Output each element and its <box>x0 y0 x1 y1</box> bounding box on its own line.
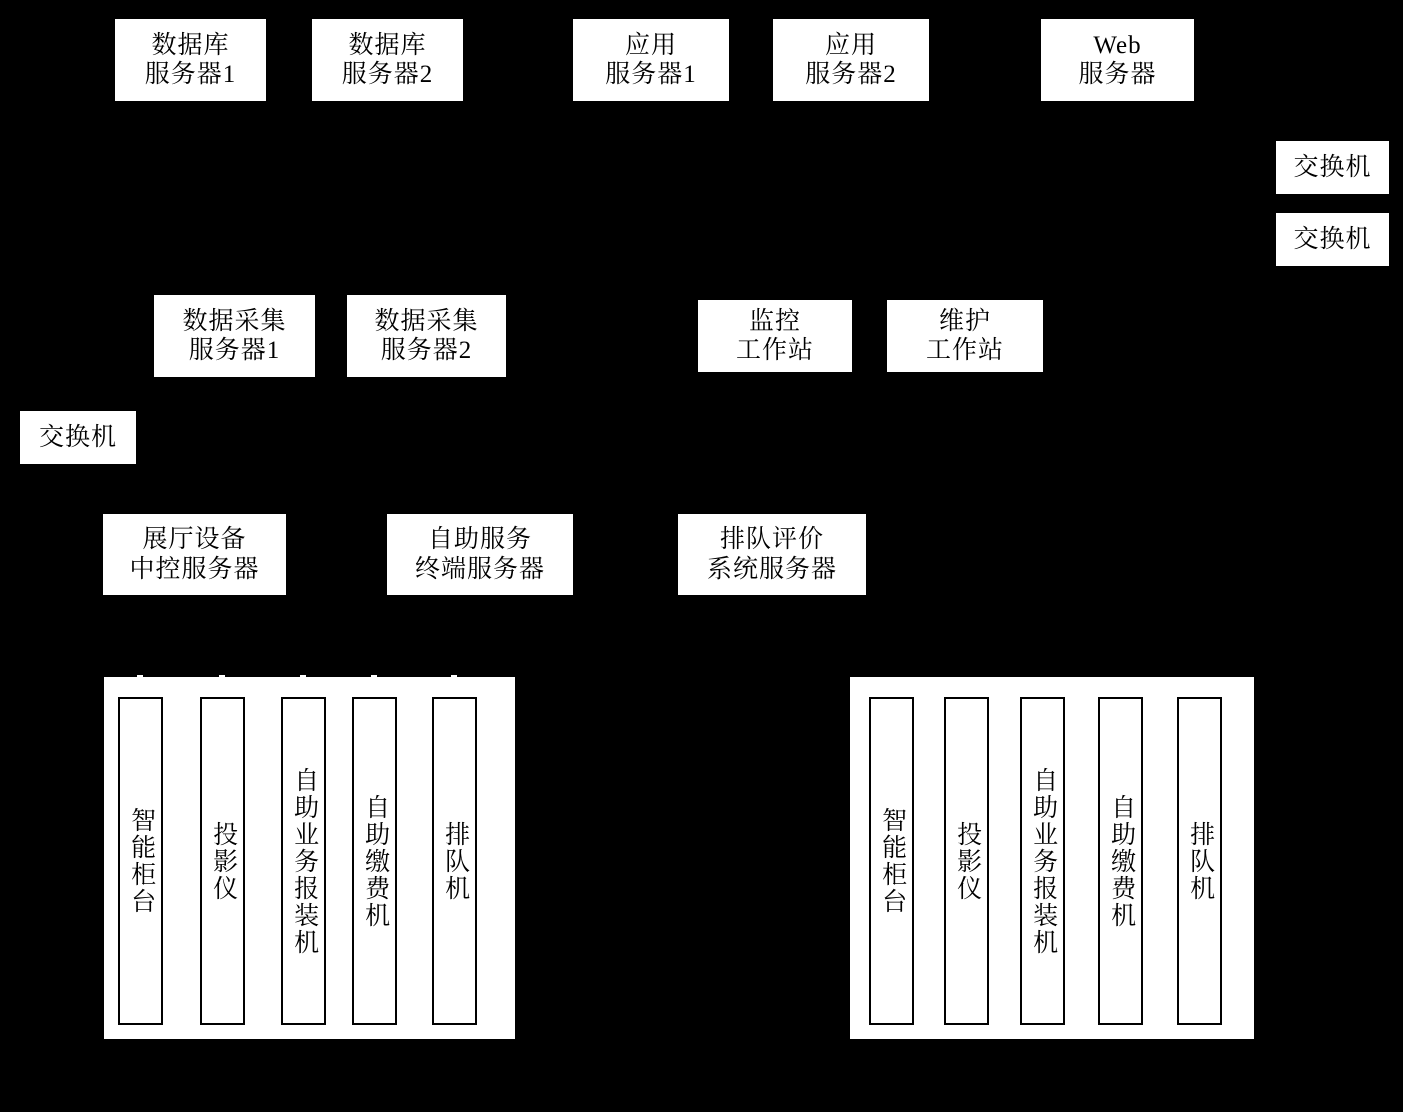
device-label: 智能柜台 <box>878 807 906 915</box>
device-right-reporter[interactable] <box>1020 697 1065 1025</box>
node-label-line: 数据库 <box>348 31 427 59</box>
device-left-queue[interactable] <box>432 697 477 1025</box>
device-label: 自助缴费机 <box>1107 793 1135 929</box>
device-left-projector[interactable] <box>200 697 245 1025</box>
node-label-line: 工作站 <box>735 337 814 364</box>
node-hall-ctrl[interactable] <box>101 512 288 597</box>
node-label-line: 工作站 <box>925 337 1004 364</box>
node-label-line: 服务器 <box>1078 61 1157 88</box>
node-selfservice[interactable] <box>385 512 575 597</box>
node-label-line: 交换机 <box>38 423 117 451</box>
node-label-line: 数据库 <box>151 31 230 59</box>
node-label-line: 展厅设备 <box>142 526 247 553</box>
node-web[interactable] <box>1039 17 1196 103</box>
node-label-line: 维护 <box>938 307 991 335</box>
device-right-queue[interactable] <box>1177 697 1222 1025</box>
node-label-line: 服务器2 <box>341 61 434 88</box>
node-label-line: 系统服务器 <box>706 555 837 583</box>
node-label-line: 服务器1 <box>144 61 237 88</box>
node-label-line: 交换机 <box>1293 153 1372 181</box>
device-left-payment[interactable] <box>352 697 397 1025</box>
node-db2[interactable] <box>310 17 465 103</box>
connector-line <box>300 675 306 699</box>
connector-line <box>451 675 457 699</box>
node-switch-right-2[interactable] <box>1274 211 1391 268</box>
connector-line <box>371 675 377 699</box>
device-label: 智能柜台 <box>127 807 155 915</box>
device-label: 投影仪 <box>209 820 237 902</box>
device-right-payment[interactable] <box>1098 697 1143 1025</box>
node-collect2[interactable] <box>345 293 508 379</box>
device-label: 排队机 <box>1186 820 1214 902</box>
connector-line <box>219 675 225 699</box>
node-label-line: 数据采集 <box>182 307 287 335</box>
connector-line <box>137 675 143 699</box>
device-label: 投影仪 <box>953 820 981 902</box>
node-switch-right-1[interactable] <box>1274 139 1391 196</box>
device-label: 自助缴费机 <box>361 793 389 929</box>
node-switch-left[interactable] <box>18 409 138 466</box>
node-label-line: 应用 <box>624 31 677 59</box>
device-left-cabinet[interactable] <box>118 697 163 1025</box>
node-db1[interactable] <box>113 17 268 103</box>
node-app1[interactable] <box>571 17 731 103</box>
device-label: 自助业务报装机 <box>1029 766 1057 956</box>
node-label-line: 数据采集 <box>374 307 479 335</box>
node-monitor-ws[interactable] <box>696 298 854 374</box>
device-left-reporter[interactable] <box>281 697 326 1025</box>
node-app2[interactable] <box>771 17 931 103</box>
device-right-projector[interactable] <box>944 697 989 1025</box>
node-label-line: 中控服务器 <box>129 555 260 583</box>
device-label: 排队机 <box>441 820 469 902</box>
node-label-line: 服务器1 <box>605 61 697 88</box>
device-label: 自助业务报装机 <box>290 766 318 956</box>
node-label-line: 监控 <box>748 307 801 335</box>
node-maintain-ws[interactable] <box>885 298 1045 374</box>
node-label-line: Web <box>1093 31 1142 59</box>
node-label-line: 服务器2 <box>805 61 897 88</box>
device-right-cabinet[interactable] <box>869 697 914 1025</box>
node-collect1[interactable] <box>152 293 317 379</box>
node-queue-eval[interactable] <box>676 512 868 597</box>
node-label-line: 排队评价 <box>719 526 824 553</box>
node-label-line: 应用 <box>824 31 877 59</box>
node-label-line: 服务器2 <box>380 337 473 364</box>
node-label-line: 自助服务 <box>427 526 532 553</box>
node-label-line: 服务器1 <box>188 337 281 364</box>
node-label-line: 交换机 <box>1293 225 1372 253</box>
node-label-line: 终端服务器 <box>414 555 545 583</box>
